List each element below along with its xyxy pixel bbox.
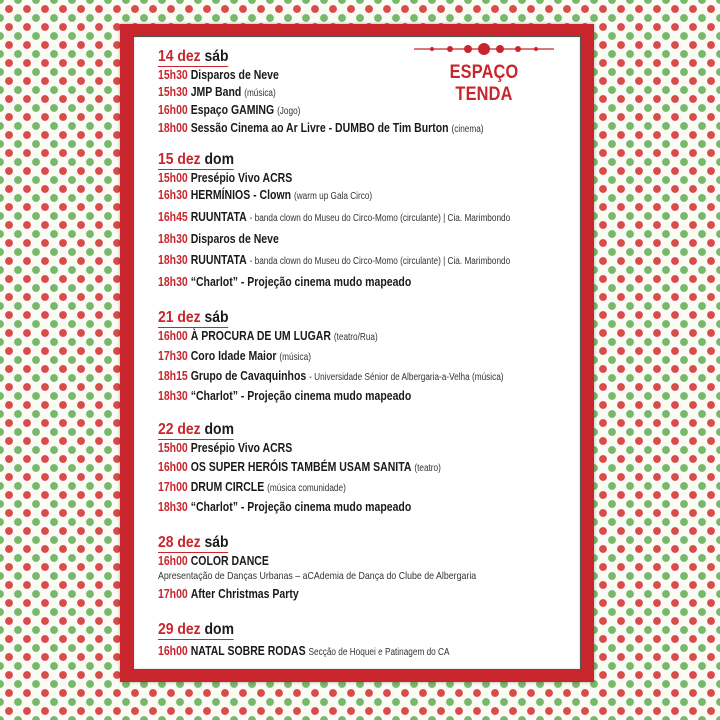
event-title: Espaço GAMING — [190, 103, 275, 117]
event-time: 15h30 — [158, 68, 188, 82]
event-row — [158, 102, 502, 120]
event-note: (música comunidade) — [267, 483, 346, 494]
event-time: 18h30 — [158, 232, 188, 246]
event-row — [158, 479, 502, 497]
event-row — [158, 348, 502, 366]
event-note: (warm up Gala Circo) — [293, 191, 373, 202]
event-row — [158, 586, 502, 603]
event-row — [158, 252, 511, 270]
event-title: RUUNTATA — [190, 210, 247, 224]
event-row — [158, 499, 502, 516]
day-section — [158, 534, 568, 603]
event-time: 16h30 — [158, 188, 188, 202]
event-row — [158, 274, 502, 291]
event-subtitle: Apresentação de Danças Urbanas – aCAdemia de Dança do Clube de Albergaria — [158, 570, 477, 582]
event-row — [158, 120, 502, 138]
day-date: 21 dez — [158, 309, 201, 326]
event-note: (teatro) — [414, 463, 441, 474]
day-heading — [158, 421, 234, 440]
event-row — [158, 328, 502, 346]
day-date: 15 dez — [158, 151, 201, 168]
event-title: “Charlot” - Projeção cinema mudo mapeado — [190, 275, 412, 289]
day-heading — [158, 151, 234, 170]
event-time: 16h00 — [158, 644, 188, 658]
event-time: 18h30 — [158, 500, 188, 514]
event-title: DRUM CIRCLE — [190, 480, 265, 494]
event-time: 16h45 — [158, 210, 188, 224]
day-weekday: sáb — [204, 309, 229, 326]
day-section — [158, 151, 568, 291]
event-time: 18h30 — [158, 253, 188, 267]
day-section — [158, 309, 568, 405]
event-time: 15h00 — [158, 171, 188, 185]
day-weekday: dom — [204, 621, 234, 638]
event-time: 18h30 — [158, 275, 188, 289]
day-date: 14 dez — [158, 48, 201, 65]
schedule-content — [158, 48, 568, 661]
brand-title: ESPAÇO TENDA — [449, 62, 519, 105]
event-time: 16h00 — [158, 554, 188, 568]
day-heading — [158, 48, 229, 67]
event-time: 18h30 — [158, 389, 188, 403]
event-row — [158, 643, 502, 661]
event-time: 15h00 — [158, 441, 188, 455]
event-title: NATAL SOBRE RODAS — [190, 644, 306, 658]
event-title: Presépio Vivo ACRS — [190, 441, 293, 455]
event-title: Disparos de Neve — [190, 68, 279, 82]
event-time: 16h00 — [158, 103, 188, 117]
event-row — [158, 440, 502, 457]
event-title: Grupo de Cavaquinhos — [190, 369, 307, 383]
event-time: 17h00 — [158, 587, 188, 601]
event-time: 18h15 — [158, 369, 188, 383]
event-title: “Charlot” - Projeção cinema mudo mapeado — [190, 389, 412, 403]
event-row — [158, 84, 502, 102]
event-time: 17h30 — [158, 349, 188, 363]
event-row — [158, 231, 502, 248]
event-note: - banda clown do Museu do Circo-Momo (circulante) | Cia. Marimbondo — [249, 256, 511, 267]
event-note: (teatro/Rua) — [333, 332, 378, 343]
event-time: 16h00 — [158, 460, 188, 474]
day-heading — [158, 534, 229, 553]
event-title: HERMÍNIOS - Clown — [190, 188, 292, 202]
day-date: 28 dez — [158, 534, 201, 551]
event-row — [158, 388, 502, 405]
event-note: (Jogo) — [277, 106, 301, 117]
day-weekday: dom — [204, 151, 234, 168]
event-row — [158, 187, 502, 205]
event-note: (música) — [279, 352, 311, 363]
day-weekday: sáb — [204, 48, 229, 65]
event-title: OS SUPER HERÓIS TAMBÉM USAM SANITA — [190, 460, 412, 474]
event-row — [158, 459, 502, 477]
day-heading — [158, 621, 234, 640]
event-title: Presépio Vivo ACRS — [190, 171, 293, 185]
event-note: (música) — [244, 88, 276, 99]
day-section — [158, 621, 568, 661]
event-row — [158, 553, 502, 583]
event-note: - Universidade Sénior de Albergaria-a-Velha (música) — [309, 372, 504, 383]
event-time: 15h30 — [158, 85, 188, 99]
day-section — [158, 421, 568, 516]
day-section — [158, 48, 568, 138]
day-heading — [158, 309, 229, 328]
event-row — [158, 170, 502, 187]
day-weekday: dom — [204, 421, 234, 438]
event-title: Disparos de Neve — [190, 232, 279, 246]
event-row — [158, 368, 502, 386]
event-title: À PROCURA DE UM LUGAR — [190, 329, 331, 343]
event-title: Coro Idade Maior — [190, 349, 277, 363]
event-time: 16h00 — [158, 329, 188, 343]
event-title: “Charlot” - Projeção cinema mudo mapeado — [190, 500, 412, 514]
event-time: 18h00 — [158, 121, 188, 135]
event-title: JMP Band — [190, 85, 242, 99]
day-date: 22 dez — [158, 421, 201, 438]
event-note: Secção de Hoquei e Patinagem do CA — [308, 647, 450, 658]
event-time: 17h00 — [158, 480, 188, 494]
event-note: - banda clown do Museu do Circo-Momo (circulante) | Cia. Marimbondo — [249, 213, 511, 224]
day-date: 29 dez — [158, 621, 201, 638]
event-row — [158, 67, 502, 84]
event-note: (cinema) — [451, 124, 484, 135]
event-title: After Christmas Party — [190, 587, 299, 601]
day-weekday: sáb — [204, 534, 229, 551]
event-row — [158, 209, 511, 227]
event-title: COLOR DANCE — [190, 554, 269, 568]
event-title: Sessão Cinema ao Ar Livre - DUMBO de Tim Burton — [190, 121, 449, 135]
event-title: RUUNTATA — [190, 253, 247, 267]
